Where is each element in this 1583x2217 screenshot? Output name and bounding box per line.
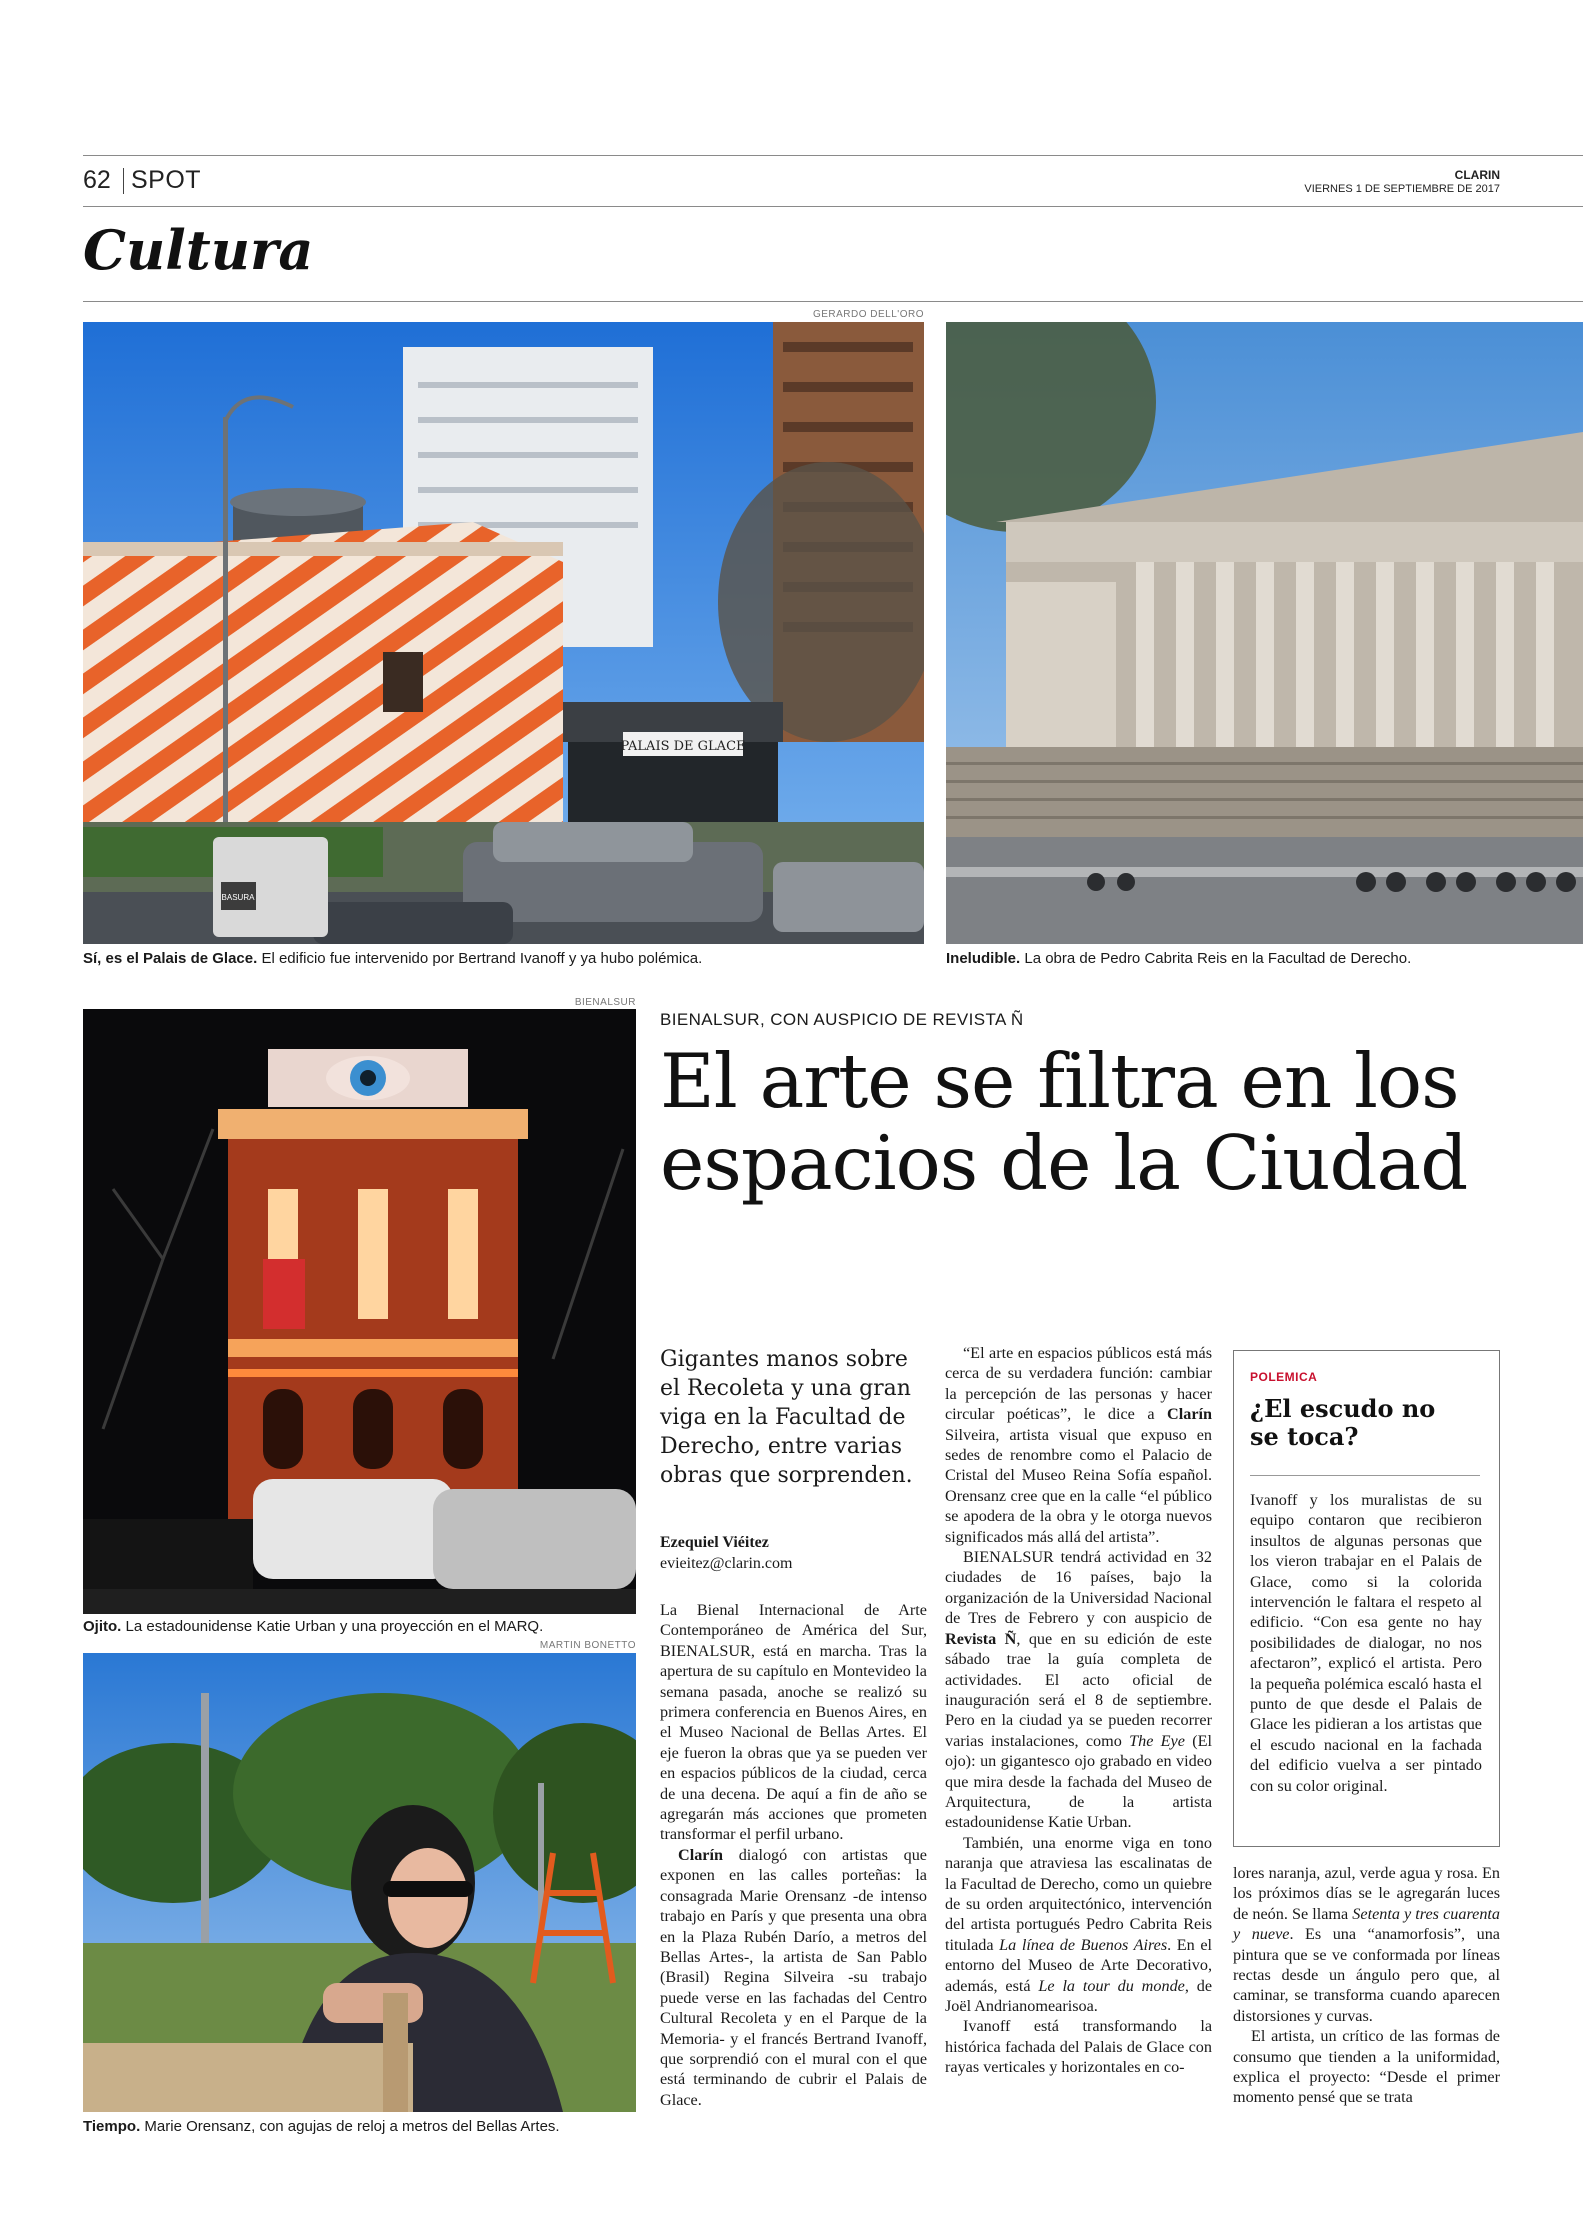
sidebar-title [1250,1395,1435,1451]
paragraph-text: lores naranja, azul, verde agua y rosa. En los próximos días se le agregarán luces de neón. Se llama [1233,1864,1500,1923]
deck-line: obras que sorprenden. [660,1463,913,1488]
section-title: Cultura [83,218,314,282]
headline-line: El arte se filtra en los [660,1037,1459,1125]
photo-marie-orensanz [83,1653,636,2112]
newspaper-name: CLARIN [1454,168,1500,182]
article-column-3 [1233,1863,1500,2108]
paragraph: Ivanoff y los muralistas de su equipo contaron que recibieron insultos de algunas personas que los vieron trabajar en el Palais de Glace, como si la colorida intervención le faltara el respeto al edificio. “Con esa gente no hay posibilidades de dialogar, no nos afectaron”, explicó el artista. Pero la pequeña polémica escaló hasta el punto de que desde el Palais de Glace les pidieran a los artistas que el escudo nacional en la fachada del edificio vuelva a ser pintado con su color original. [1250,1491,1482,1795]
page-number: 62 [83,166,111,194]
caption-text: La obra de Pedro Cabrita Reis en la Facultad de Derecho. [1020,950,1412,967]
caption-lead: Tiempo. [83,2118,141,2135]
caption-facultad [946,950,1583,968]
caption-lead: Sí, es el Palais de Glace. [83,950,258,967]
paragraph-text: , de Joël Andrianomearisoa. [945,1976,1212,2015]
article-column-1 [660,1600,927,2110]
sidebar-label: POLEMICA [1250,1370,1318,1384]
caption-palais [83,950,923,968]
paragraph-text: . En el entorno del Museo de Arte Decorativo, además, está [945,1935,1213,1995]
paragraph-text: También, una enorme viga en tono naranja que atraviesa las escalinatas de la Facultad de Derecho, como un quiebre de su orden arquitectónico, intervención del artista portugués Pedro Cabrita Reis titulada [945,1833,1212,1954]
italic-text: The Eye [1129,1731,1185,1750]
article-deck [660,1345,920,1490]
bold-text: Clarín [678,1845,723,1864]
sidebar-title-line: ¿El escudo no [1250,1394,1436,1423]
paragraph: Ivanoff está transformando la histórica fachada del Palais de Glace con rayas verticales y horizontales en co- [945,2017,1212,2077]
deck-line: viga en la Facultad de [660,1405,906,1430]
article-headline [660,1037,1583,1207]
paragraph [945,1343,1212,1547]
palais-sign-text: PALAIS DE GLACE [620,739,746,754]
header-rule [83,206,1583,207]
section-label: SPOT [131,166,202,194]
photo-facultad-derecho [946,322,1583,944]
caption-text: La estadounidense Katie Urban y una proyección en el MARQ. [121,1618,544,1635]
caption-lead: Ineludible. [946,950,1021,967]
italic-text: La línea de Buenos Aires [999,1935,1168,1954]
sidebar-title-line: se toca? [1250,1422,1359,1451]
italic-text: Le la tour du monde [1038,1976,1185,1995]
paragraph [660,1845,927,2110]
deck-line: Gigantes manos sobre [660,1347,908,1372]
section-rule [83,301,1583,302]
photo-palais-de-glace [83,322,924,944]
article-kicker: BIENALSUR, CON AUSPICIO DE REVISTA Ñ [660,1010,1024,1029]
paragraph-text: (El ojo): un gigantesco ojo grabado en video que mira desde la fachada del Museo de Arquitectura, de la artista estadounidense Katie Urban. [945,1731,1212,1832]
paragraph [1233,1863,1500,2026]
bin-text: BASURA [221,893,255,902]
bold-text: Clarín [1167,1405,1212,1424]
header-divider [123,168,124,194]
italic-text: Setenta y tres cuarenta y nueve [1233,1904,1501,1944]
byline-author: Ezequiel Viéitez [660,1534,769,1551]
bold-text: Revista Ñ [945,1629,1017,1648]
paragraph-text: dialogó con artistas que exponen en las calles porteñas: la consagrada Marie Orensanz -de intenso trabajo en París y que presenta una obra en la Plaza Rubén Darío, a metros del Bellas Artes-, la artista de San Pablo (Brasil) Regina Silveira -su trabajo puede verse en las fachadas del Centro Cultural Recoleta y en el Parque de la Memoria- y el francés Bertrand Ivanoff, que sorprendió con el mural con el que está terminando de cubrir el Palais de Glace. [660,1845,927,2109]
paragraph: El artista, un crítico de las formas de consumo que tienden a la uniformidad, explica el proyecto: “Desde el primer momento pensé que se trata [1233,2027,1500,2107]
paragraph-text: . Es una “anamorfosis”, una pintura que se ve conformada por líneas rectas desde un ángulo pero que, al caminar, se transforma cuando aparecen distorsiones y curvas. [1233,1925,1500,2025]
paragraph-text: , que en su edición de este sábado trae la guía completa de actividades. El acto oficial de inauguración será el 8 de septiembre. Pero en la ciudad ya se pueden recorrer varias instalaciones, como [945,1629,1212,1750]
paragraph-text: Silveira, artista visual que expuso en sedes de renombre como el Palacio de Cristal del Museo Reina Sofía español. Orensanz cree que en la calle “el público se apodera de la obra y le otorga nuevos significados más allá del artista”. [945,1425,1212,1546]
caption-text: El edificio fue intervenido por Bertrand Ivanoff y ya hubo polémica. [257,950,703,967]
article-column-2 [945,1343,1212,2078]
paragraph [945,1547,1212,1833]
sidebar-text [1250,1490,1482,1796]
byline-email[interactable]: evieitez@clarin.com [660,1555,793,1572]
sidebar-rule [1250,1475,1480,1476]
paragraph-text: “El arte en espacios públicos está más cerca de su verdadera función: cambiar la percepción de las personas y hacer circular poéticas”, le dice a [945,1344,1212,1424]
paragraph-text: BIENALSUR tendrá actividad en 32 ciudades de 16 países, bajo la organización de la Universidad Nacional de Tres de Febrero y con auspicio de [945,1548,1212,1628]
caption-marq [83,1618,636,1636]
paragraph [945,1833,1212,2017]
caption-lead: Ojito. [83,1618,122,1635]
photo-credit: MARTIN BONETTO [539,1640,636,1651]
deck-line: Derecho, entre varias [660,1434,902,1459]
photo-credit: GERARDO DELL'ORO [812,309,924,320]
headline-line: espacios de la Ciudad [660,1119,1468,1207]
caption-orensanz [83,2118,636,2136]
photo-marq-night [83,1009,636,1614]
caption-text: Marie Orensanz, con agujas de reloj a metros del Bellas Artes. [140,2118,560,2135]
deck-line: el Recoleta y una gran [660,1376,911,1401]
paragraph: La Bienal Internacional de Arte Contemporáneo de América del Sur, BIENALSUR, está en marcha. Tras la apertura de su capítulo en Montevideo la semana pasada, anoche se realizó su primera conferencia en Buenos Aires, en el Museo Nacional de Bellas Artes. El eje fueron la obras que ya se pueden ver en espacios públicos de la ciudad, cerca de una decena. De aquí a fin de año se agregarán más acciones que prometen transformar el perfil urbano. [660,1601,927,1844]
photo-credit: BIENALSUR [574,997,636,1008]
issue-date: VIERNES 1 DE SEPTIEMBRE DE 2017 [1304,183,1500,195]
top-rule [83,155,1583,156]
